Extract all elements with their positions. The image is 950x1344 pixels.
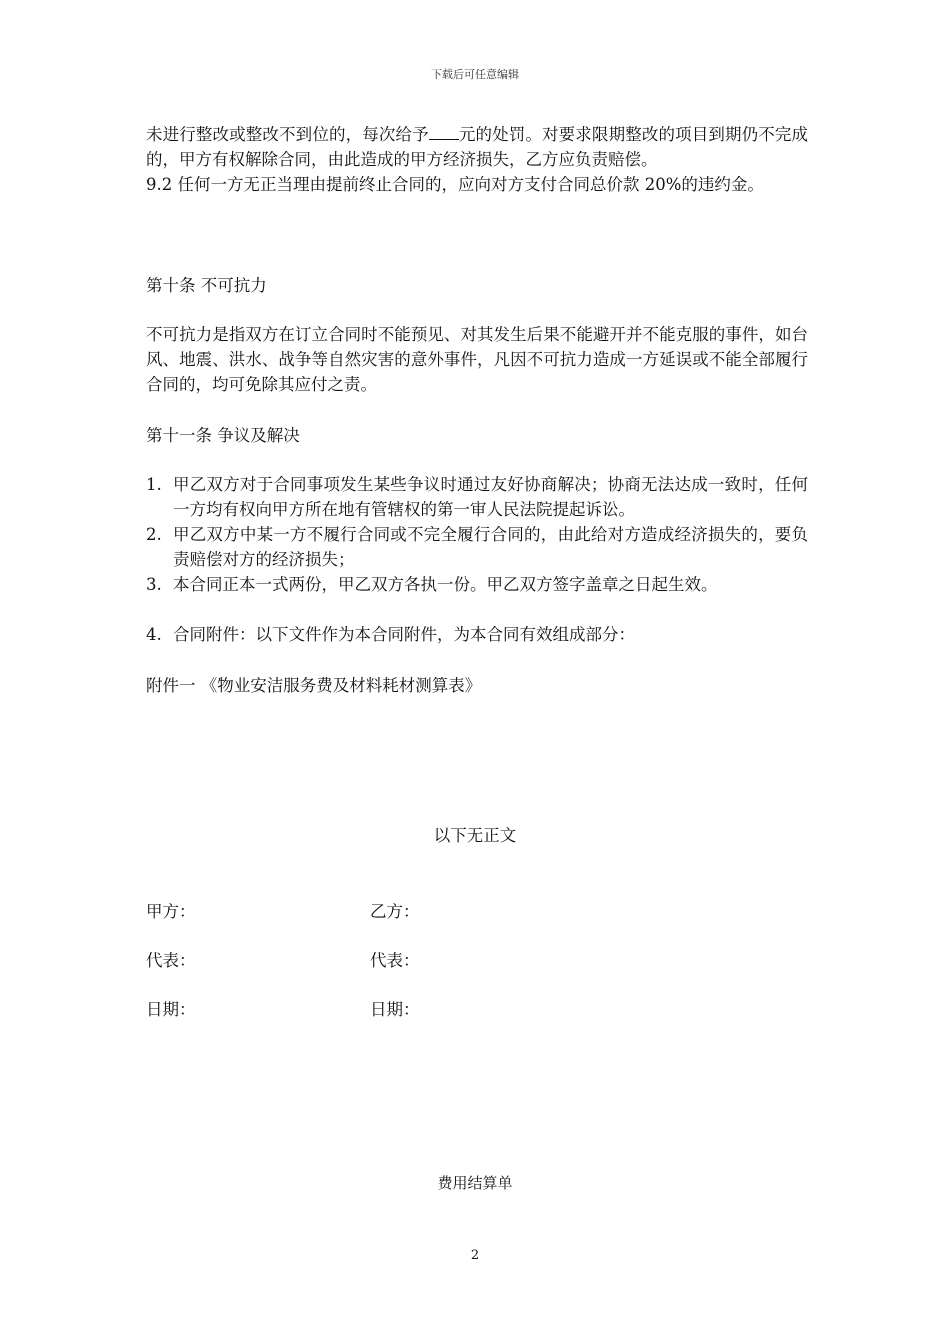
attachment-list [146, 622, 808, 647]
list-item [146, 622, 808, 647]
section-9-continuation [146, 122, 808, 172]
list-number: 3. [146, 575, 162, 594]
rep-b-label: 代表： [370, 951, 420, 970]
date-a-label: 日期： [146, 1000, 196, 1019]
list-number: 4. [146, 625, 162, 644]
clause-9-2: 9.2 任何一方无正当理由提前终止合同的，应向对方支付合同总价款 20%的违约金。 [146, 175, 764, 194]
dispute-list [146, 472, 808, 597]
section-9-block [146, 122, 808, 197]
settlement-title: 费用结算单 [437, 1174, 513, 1192]
party-b-label: 乙方： [370, 902, 420, 921]
list-item [146, 472, 808, 522]
list-number: 2. [146, 525, 162, 544]
page-number: 2 [470, 1248, 480, 1263]
section-11-heading: 第十一条 争议及解决 [146, 426, 300, 445]
page-header: 下载后可任意编辑 [431, 68, 519, 81]
list-item-text: 甲乙双方对于合同事项发生某些争议时通过友好协商解决；协商无法达成一致时，任何一方均有权向甲方所在地有管辖权的第一审人民法院提起诉讼。 [173, 475, 808, 519]
list-item-text: 本合同正本一式两份，甲乙双方各执一份。甲乙双方签字盖章之日起生效。 [173, 575, 718, 594]
party-a-label: 甲方： [146, 902, 196, 921]
list-item-text: 甲乙双方中某一方不履行合同或不完全履行合同的，由此给对方造成经济损失的，要负责赔偿对方的经济损失； [173, 525, 808, 569]
list-number: 1. [146, 475, 162, 494]
continuation-text-before: 未进行整改或整改不到位的，每次给予 [146, 125, 429, 144]
end-of-text: 以下无正文 [433, 826, 517, 845]
section-10-heading: 第十条 不可抗力 [146, 276, 267, 295]
date-b-label: 日期： [370, 1000, 420, 1019]
list-item [146, 572, 808, 597]
section-11-list-block [146, 472, 808, 597]
list-item-text: 合同附件：以下文件作为本合同附件，为本合同有效组成部分： [173, 625, 635, 644]
attachment-line: 附件一 《物业安洁服务费及材料耗材测算表》 [146, 676, 482, 695]
section-10-paragraph: 不可抗力是指双方在订立合同时不能预见、对其发生后果不能避开并不能克服的事件，如台风、地震、洪水、战争等自然灾害的意外事件，凡因不可抗力造成一方延误或不能全部履行合同的，均可免除其应付之责。 [146, 325, 808, 394]
list-item [146, 522, 808, 572]
section-11-item-4 [146, 622, 808, 647]
fill-in-blank [429, 139, 459, 140]
continuation-text-after: 元的处罚。对要求限期整改的项目到期仍不完成的，甲方有权解除合同，由此造成的甲方经济损失，乙方应负责赔偿。 [146, 125, 809, 169]
rep-a-label: 代表： [146, 951, 196, 970]
